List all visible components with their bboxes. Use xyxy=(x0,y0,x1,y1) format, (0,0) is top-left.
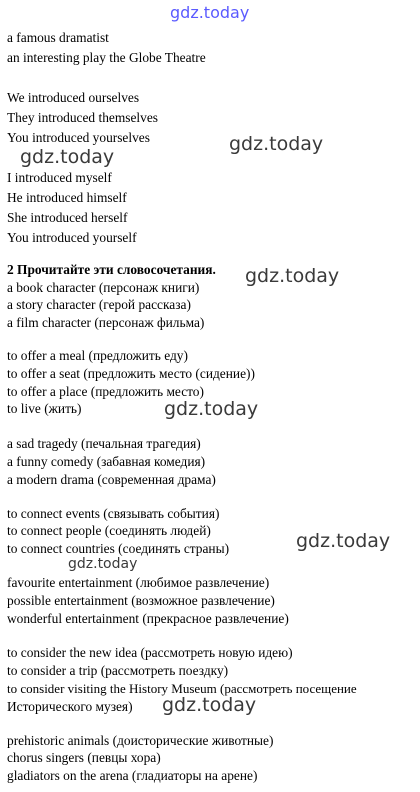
watermark: gdz.today xyxy=(229,133,324,155)
text-line: to live (жить) xyxy=(7,401,82,416)
text-line: to connect events (связывать события) xyxy=(7,506,220,521)
text-line: gladiators on the arena (гладиаторы на арене) xyxy=(7,768,258,783)
text-line: to offer a place (предложить место) xyxy=(7,384,204,399)
text-line: We introduced ourselves xyxy=(7,90,140,105)
text-line: to consider a trip (рассмотреть поездку) xyxy=(7,663,229,678)
watermark: gdz.today xyxy=(164,398,259,420)
text-line: an interesting play the Globe Theatre xyxy=(7,50,206,65)
text-line: a film character (персонаж фильма) xyxy=(7,315,205,330)
text-line: to offer a meal (предложить еду) xyxy=(7,348,188,363)
text-line: chorus singers (певцы хора) xyxy=(7,750,161,765)
text-line: to consider the new idea (рассмотреть новую идею) xyxy=(7,645,293,660)
text-line: She introduced herself xyxy=(7,210,128,225)
text-line: You introduced yourselves xyxy=(7,130,150,145)
text-line: You introduced yourself xyxy=(7,230,137,245)
text-line: favourite entertainment (любимое развлечение) xyxy=(7,575,270,590)
text-line: possible entertainment (возможное развлечение) xyxy=(7,593,275,608)
text-line: to connect people (соединять людей) xyxy=(7,523,211,538)
text-line: wonderful entertainment (прекрасное развлечение) xyxy=(7,611,289,626)
text-line: prehistoric animals (доисторические животные) xyxy=(7,733,274,748)
text-line: a famous dramatist xyxy=(7,30,109,45)
section-heading: 2 Прочитайте эти словосочетания. xyxy=(7,262,216,277)
text-line: They introduced themselves xyxy=(7,110,158,125)
watermark: gdz.today xyxy=(296,530,391,552)
text-line: He introduced himself xyxy=(7,190,127,205)
watermark: gdz.today xyxy=(68,556,138,572)
text-line: I introduced myself xyxy=(7,170,112,185)
text-line: a story character (герой рассказа) xyxy=(7,297,191,312)
watermark-top: gdz.today xyxy=(170,3,250,22)
text-line: a sad tragedy (печальная трагедия) xyxy=(7,436,201,451)
text-line: to offer a seat (предложить место (сидение)) xyxy=(7,366,255,381)
text-line: Исторического музея) xyxy=(7,699,133,714)
text-line: a book character (персонаж книги) xyxy=(7,280,200,295)
text-line: a funny comedy (забавная комедия) xyxy=(7,454,206,469)
watermark: gdz.today xyxy=(245,265,340,287)
text-line: a modern drama (современная драма) xyxy=(7,472,216,487)
text-line: to consider visiting the History Museum (рассмотреть посещение xyxy=(7,681,357,696)
text-line: to connect countries (соединять страны) xyxy=(7,541,230,556)
watermark: gdz.today xyxy=(162,694,257,716)
watermark: gdz.today xyxy=(20,146,115,168)
